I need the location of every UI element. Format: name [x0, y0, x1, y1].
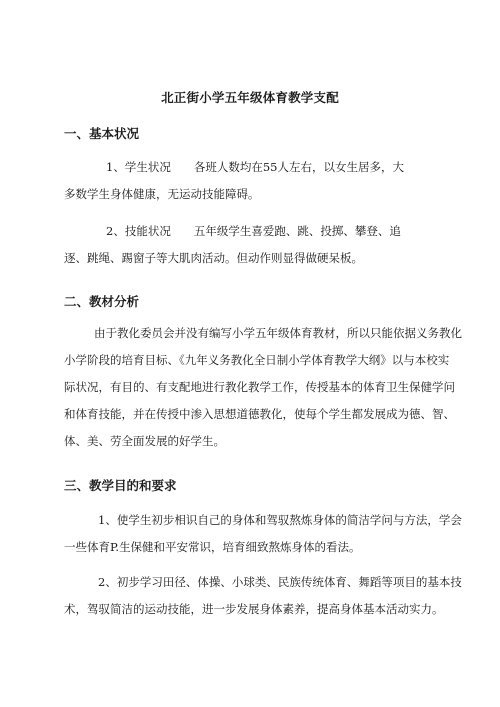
paragraph-line: 和体育技能，并在传授中渗入思想道德教化，使每个学生都发展成为德、智、	[64, 407, 455, 421]
paragraph-line: 多数学生身体健康，无运动技能障碍。	[64, 187, 260, 201]
document-title: 北正街小学五年级体育教学支配	[161, 90, 339, 105]
section-heading-basic-situation: 一、基本状况	[64, 126, 140, 141]
paragraph-line: 术，驾驭简洁的运动技能，进一步发展身体素养，提高身体基本活动实力。	[64, 602, 444, 616]
paragraph-student-situation	[64, 154, 454, 208]
paragraph-line: 2、技能状况 五年级学生喜爱跑、跳、投掷、攀登、追	[106, 224, 401, 238]
paragraph-line: 1、学生状况 各班人数均在55人左右，以女生居多，大	[106, 160, 404, 174]
paragraph-line: 由于教化委员会并没有编写小学五年级体育教材，所以只能依据义务教化	[94, 326, 462, 340]
paragraph-goal-1	[64, 507, 462, 561]
paragraph-line: 逐、跳绳、踢窗子等大肌肉活动。但动作则显得做硬呆板。	[64, 251, 363, 265]
section-heading-textbook-analysis: 二、教材分析	[64, 294, 140, 309]
paragraph-line: 一些体育P.生保健和平安常识，培育细致熬炼身体的看法。	[64, 540, 361, 554]
paragraph-textbook-analysis	[64, 320, 462, 455]
paragraph-line: 小学阶段的培育目标、《九年义务教化全日制小学体育教学大纲》以与本校实	[64, 353, 450, 367]
paragraph-line: 体、美、劳全面发展的好学生。	[64, 434, 225, 448]
paragraph-skill-situation	[64, 218, 454, 272]
paragraph-goal-2	[64, 569, 462, 623]
section-heading-teaching-goals: 三、教学目的和要求	[64, 478, 177, 493]
paragraph-line: 2、初步学习田径、体操、小球类、民族传统体育、舞蹈等项目的基本技	[98, 575, 462, 589]
paragraph-line: 1、使学生初步相识自己的身体和驾驭熬炼身体的简洁学问与方法，学会	[98, 513, 462, 527]
paragraph-line: 际状况，有目的、有支配地进行教化教学工作，传授基本的体育卫生保健学问	[64, 380, 455, 394]
